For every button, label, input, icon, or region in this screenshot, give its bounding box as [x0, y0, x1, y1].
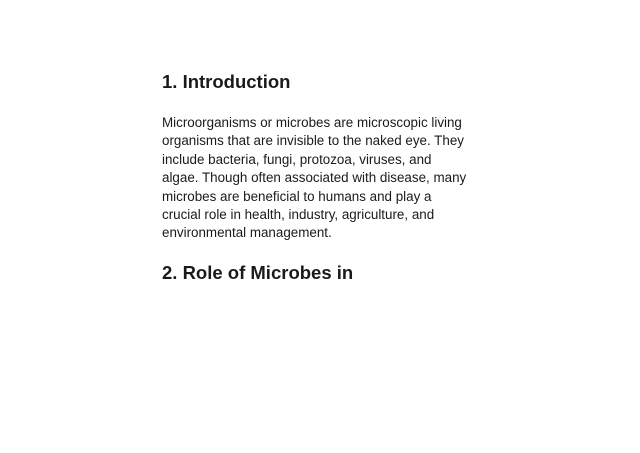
- section-2-heading: 2. Role of Microbes in: [162, 261, 354, 283]
- paragraph-line: Microorganisms or microbes are microscopic living: [162, 115, 462, 130]
- paragraph-line: environmental management.: [162, 225, 332, 241]
- section-1-heading: 1. Introduction: [162, 71, 291, 92]
- paragraph-line: algae. Though often associated with disease, many: [162, 170, 467, 186]
- paragraph-line: include bacteria, fungi, protozoa, viruses, and: [162, 151, 432, 167]
- document-content: [162, 70, 492, 285]
- paragraph-line: crucial role in health, industry, agriculture, and: [162, 207, 435, 223]
- paragraph-line: organisms that are invisible to the naked eye. They: [162, 133, 464, 149]
- section-1-paragraph: [162, 114, 492, 243]
- paragraph-line: microbes are beneficial to humans and play a: [162, 188, 432, 204]
